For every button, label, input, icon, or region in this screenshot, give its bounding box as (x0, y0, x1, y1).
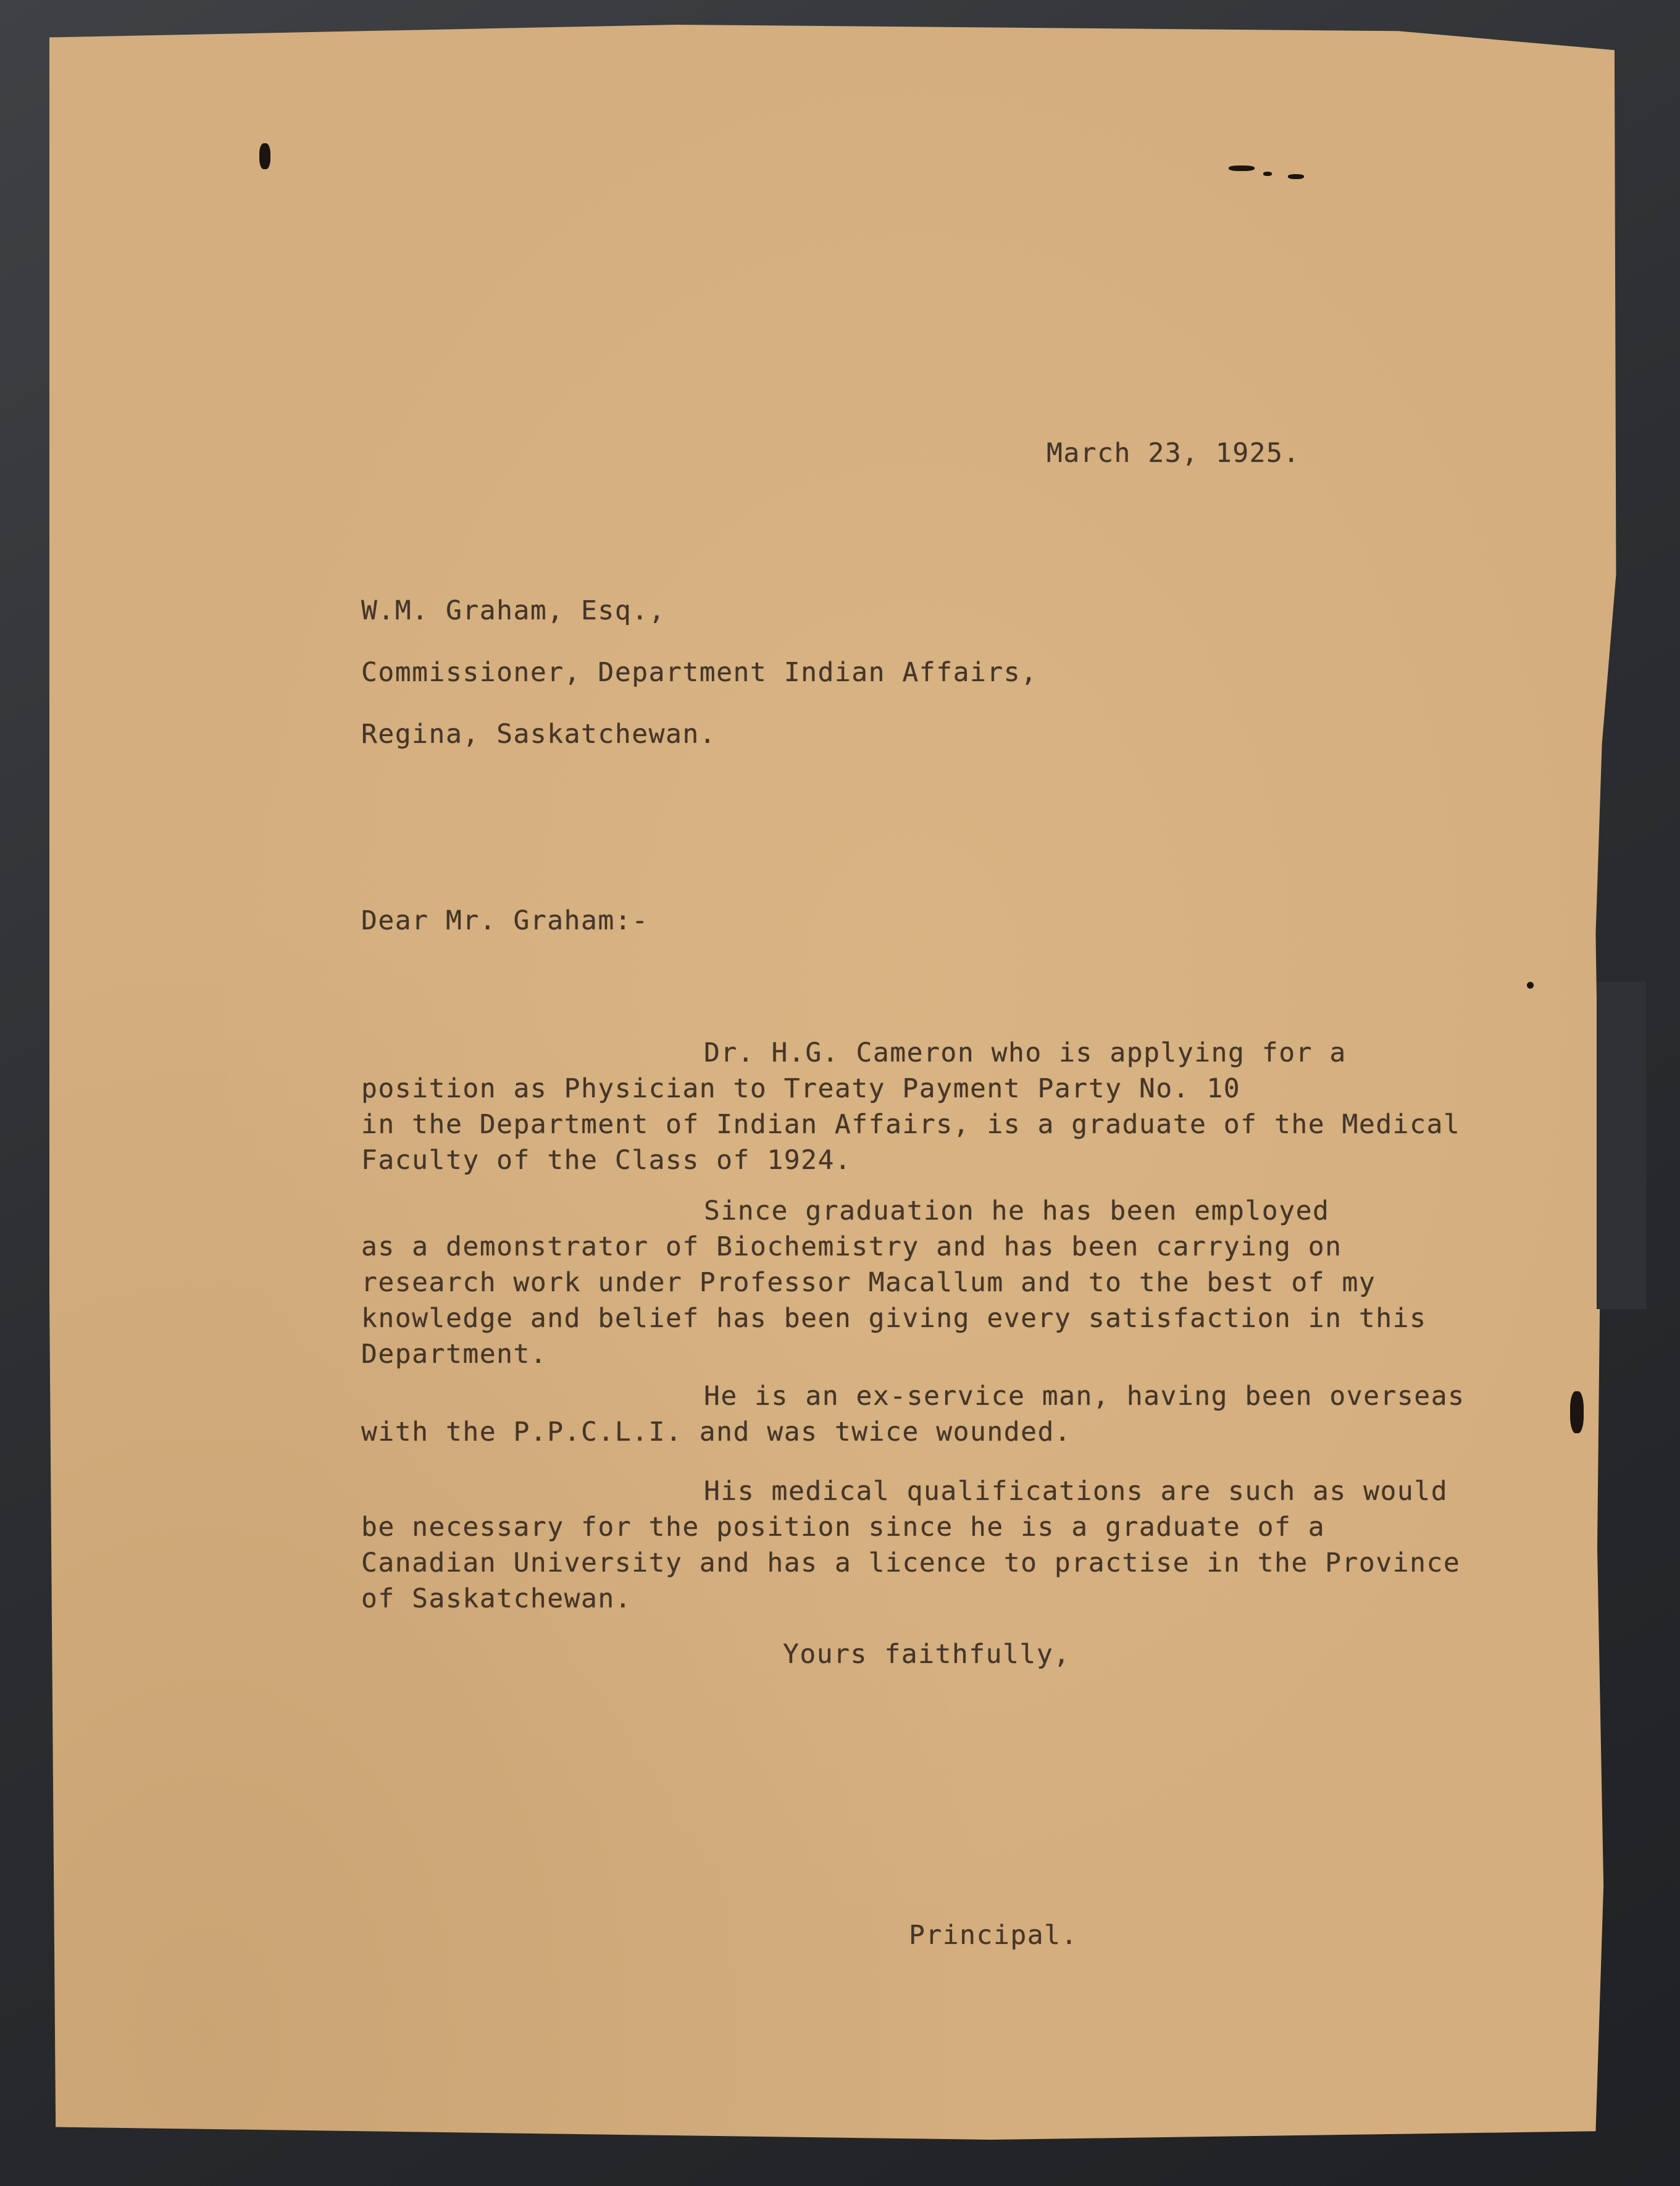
signature-title: Principal. (909, 1920, 1078, 1951)
body-paragraph (361, 1035, 1473, 1178)
body-paragraph (361, 1473, 1473, 1617)
paragraph-line: Faculty of the Class of 1924. (361, 1145, 852, 1176)
paragraph-line: in the Department of Indian Affairs, is a graduate of the Medical (361, 1109, 1461, 1140)
recipient-address: Regina, Saskatchewan. (361, 719, 717, 750)
ink-dot-mark (1527, 982, 1534, 989)
paragraph-line: be necessary for the position since he is a graduate of a (361, 1512, 1326, 1543)
paragraph-line: of Saskatchewan. (361, 1583, 632, 1614)
paragraph-line: Dr. H.G. Cameron who is applying for a (704, 1037, 1347, 1068)
paragraph-line: position as Physician to Treaty Payment Party No. 10 (361, 1073, 1241, 1104)
recipient-name: W.M. Graham, Esq., (361, 595, 666, 626)
paper-edge-notch (1597, 982, 1646, 1309)
paragraph-line: Since graduation he has been employed (704, 1196, 1330, 1226)
letter-date: March 23, 1925. (1047, 438, 1300, 469)
closing: Yours faithfully, (783, 1639, 1071, 1670)
edge-tear-mark (1570, 1391, 1584, 1433)
punch-hole-mark (259, 143, 270, 169)
ink-smudge-mark (1263, 172, 1272, 176)
recipient-title: Commissioner, Department Indian Affairs, (361, 657, 1038, 688)
body-paragraph (361, 1193, 1473, 1372)
paragraph-line: knowledge and belief has been giving every satisfaction in this (361, 1303, 1427, 1334)
paragraph-line: He is an ex-service man, having been overseas (704, 1381, 1465, 1412)
salutation: Dear Mr. Graham:- (361, 905, 649, 936)
paragraph-line: His medical qualifications are such as would (704, 1476, 1448, 1507)
ink-smudge-mark (1229, 165, 1255, 171)
paragraph-line: as a demonstrator of Biochemistry and has been carrying on (361, 1231, 1342, 1262)
paragraph-line: Department. (361, 1339, 548, 1370)
ink-smudge-mark (1288, 174, 1304, 179)
paragraph-line: with the P.P.C.L.I. and was twice wounded. (361, 1417, 1072, 1447)
body-paragraph (361, 1378, 1473, 1450)
paragraph-line: Canadian University and has a licence to practise in the Province (361, 1547, 1461, 1578)
paragraph-line: research work under Professor Macallum and to the best of my (361, 1267, 1376, 1298)
